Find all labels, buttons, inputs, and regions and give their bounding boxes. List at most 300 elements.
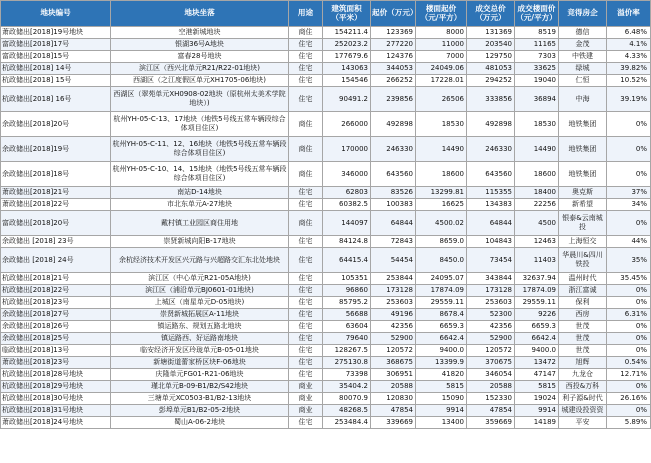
cell-premium: 0%	[607, 112, 651, 137]
cell-use: 商业	[289, 405, 323, 417]
cell-start-price: 20588	[371, 381, 416, 393]
cell-premium: 0%	[607, 381, 651, 393]
cell-premium: 0%	[607, 405, 651, 417]
header-floor-deal[interactable]: 成交楼面价（元/平方）	[515, 1, 559, 27]
cell-use: 住宅	[289, 39, 323, 51]
cell-floor-start: 17874.09	[416, 285, 467, 297]
cell-floor-deal: 5815	[515, 381, 559, 393]
cell-floor-deal: 8519	[515, 27, 559, 39]
cell-floor-deal: 7303	[515, 51, 559, 63]
cell-start-price: 239856	[371, 87, 416, 112]
cell-use: 商住	[289, 162, 323, 187]
cell-buyer: 九龙仓	[559, 369, 607, 381]
cell-use: 住宅	[289, 321, 323, 333]
cell-floor-start: 41820	[416, 369, 467, 381]
cell-buyer: 利子源&时代	[559, 393, 607, 405]
cell-total-price: 120572	[467, 345, 515, 357]
cell-buyer: 保利	[559, 297, 607, 309]
cell-location: 银湖36号A地块	[111, 39, 289, 51]
cell-area: 266000	[323, 112, 371, 137]
cell-use: 住宅	[289, 345, 323, 357]
cell-buyer: 旭辉	[559, 357, 607, 369]
cell-floor-deal: 18400	[515, 187, 559, 199]
table-row[interactable]	[1, 51, 651, 63]
cell-code: 杭政储出[2018] 15号	[1, 75, 111, 87]
cell-start-price: 253844	[371, 273, 416, 285]
cell-buyer: 中海	[559, 87, 607, 112]
cell-premium: 0%	[607, 137, 651, 162]
cell-location: 新塘街道蕾家桥区块F-06地块	[111, 357, 289, 369]
table-row[interactable]	[1, 63, 651, 75]
cell-code: 萧政储出[2018]21号	[1, 187, 111, 199]
header-total-price[interactable]: 成交总价（万元）	[467, 1, 515, 27]
cell-premium: 6.48%	[607, 27, 651, 39]
cell-use: 住宅	[289, 309, 323, 321]
cell-floor-deal: 18530	[515, 112, 559, 137]
table-row[interactable]	[1, 39, 651, 51]
cell-start-price: 492898	[371, 112, 416, 137]
cell-floor-start: 26506	[416, 87, 467, 112]
cell-premium: 12.71%	[607, 369, 651, 381]
table-row[interactable]	[1, 211, 651, 236]
cell-premium: 34%	[607, 199, 651, 211]
cell-start-price: 47854	[371, 405, 416, 417]
table-row[interactable]	[1, 112, 651, 137]
cell-floor-start: 8000	[416, 27, 467, 39]
cell-buyer: 华晨川&四川铁投	[559, 248, 607, 273]
cell-floor-start: 15090	[416, 393, 467, 405]
cell-premium: 37%	[607, 187, 651, 199]
cell-location: 庆隆单元FG01-R21-06地块	[111, 369, 289, 381]
cell-start-price: 83526	[371, 187, 416, 199]
cell-buyer: 金茂	[559, 39, 607, 51]
cell-buyer: 上海恒交	[559, 236, 607, 248]
cell-buyer: 新希望	[559, 199, 607, 211]
cell-premium: 0.54%	[607, 357, 651, 369]
cell-area: 177679.6	[323, 51, 371, 63]
cell-area: 64415.4	[323, 248, 371, 273]
cell-area: 84124.8	[323, 236, 371, 248]
cell-area: 62803	[323, 187, 371, 199]
cell-total-price: 246330	[467, 137, 515, 162]
cell-buyer: 城建设投资资	[559, 405, 607, 417]
cell-code: 杭政储出[2018]21号	[1, 273, 111, 285]
cell-area: 63604	[323, 321, 371, 333]
cell-floor-deal: 19024	[515, 393, 559, 405]
cell-premium: 26.16%	[607, 393, 651, 405]
cell-area: 85795.2	[323, 297, 371, 309]
cell-start-price: 253603	[371, 297, 416, 309]
table-row[interactable]	[1, 345, 651, 357]
cell-total-price: 20588	[467, 381, 515, 393]
cell-total-price: 52900	[467, 333, 515, 345]
cell-buyer: 世茂	[559, 321, 607, 333]
cell-start-price: 120830	[371, 393, 416, 405]
cell-code: 萧政储出[2018]19号地块	[1, 27, 111, 39]
cell-use: 住宅	[289, 63, 323, 75]
table-row[interactable]	[1, 321, 651, 333]
cell-floor-deal: 17874.09	[515, 285, 559, 297]
cell-area: 128267.5	[323, 345, 371, 357]
cell-start-price: 339669	[371, 417, 416, 429]
cell-area: 96860	[323, 285, 371, 297]
cell-premium: 5.89%	[607, 417, 651, 429]
cell-total-price: 346054	[467, 369, 515, 381]
cell-floor-deal: 6659.3	[515, 321, 559, 333]
cell-code: 杭政储出[2018] 16号	[1, 87, 111, 112]
cell-location: 市北东单元A-27地块	[111, 199, 289, 211]
cell-code: 富政储出[2018]20号	[1, 211, 111, 236]
cell-use: 商业	[289, 381, 323, 393]
cell-location: 上城区（南星单元D-05地块)	[111, 297, 289, 309]
table-row[interactable]	[1, 405, 651, 417]
cell-total-price: 134383	[467, 199, 515, 211]
cell-code: 杭政储出[2018]30号地块	[1, 393, 111, 405]
header-buyer[interactable]: 竞得房企	[559, 1, 607, 27]
cell-code: 杭政储出[2018]23号	[1, 297, 111, 309]
table-row[interactable]	[1, 417, 651, 429]
cell-floor-start: 8450.0	[416, 248, 467, 273]
cell-total-price: 152330	[467, 393, 515, 405]
cell-total-price: 253603	[467, 297, 515, 309]
cell-start-price: 100383	[371, 199, 416, 211]
cell-use: 商住	[289, 137, 323, 162]
cell-location: 崇贤新城向阳B-17地块	[111, 236, 289, 248]
table-row[interactable]	[1, 236, 651, 248]
cell-floor-start: 24095.07	[416, 273, 467, 285]
cell-code: 余政储出[2018]18号	[1, 162, 111, 187]
cell-total-price: 131369	[467, 27, 515, 39]
cell-total-price: 73454	[467, 248, 515, 273]
cell-total-price: 64844	[467, 211, 515, 236]
cell-location: 崇贤新城拓展区A-11地块	[111, 309, 289, 321]
cell-start-price: 266252	[371, 75, 416, 87]
cell-floor-deal: 32637.94	[515, 273, 559, 285]
cell-location: 戴村镇工业园区商住用地	[111, 211, 289, 236]
cell-area: 253484.4	[323, 417, 371, 429]
cell-use: 住宅	[289, 297, 323, 309]
cell-use: 住宅	[289, 187, 323, 199]
table-row[interactable]	[1, 285, 651, 297]
cell-use: 商住	[289, 27, 323, 39]
cell-buyer: 温州时代	[559, 273, 607, 285]
cell-location: 余杭经济技术开发区兴元路与兴超路交汇东北处地块	[111, 248, 289, 273]
cell-area: 275130.8	[323, 357, 371, 369]
cell-start-price: 42356	[371, 321, 416, 333]
cell-area: 80070.9	[323, 393, 371, 405]
cell-premium: 6.31%	[607, 309, 651, 321]
cell-use: 住宅	[289, 417, 323, 429]
cell-premium: 4.33%	[607, 51, 651, 63]
cell-premium: 0%	[607, 211, 651, 236]
cell-floor-deal: 11403	[515, 248, 559, 273]
cell-floor-deal: 4500	[515, 211, 559, 236]
cell-floor-deal: 12463	[515, 236, 559, 248]
cell-start-price: 277220	[371, 39, 416, 51]
cell-premium: 10.52%	[607, 75, 651, 87]
cell-total-price: 104843	[467, 236, 515, 248]
cell-area: 79640	[323, 333, 371, 345]
cell-location: 杭州YH-05-C-13、17地块（地铁5号线五常车辆段综合体项目住区)	[111, 112, 289, 137]
cell-buyer: 地铁集团	[559, 162, 607, 187]
cell-floor-start: 8678.4	[416, 309, 467, 321]
cell-floor-deal: 9400.0	[515, 345, 559, 357]
cell-buyer: 德信	[559, 27, 607, 39]
cell-premium: 0%	[607, 333, 651, 345]
cell-total-price: 481053	[467, 63, 515, 75]
cell-code: 杭政储出[2018]29号地块	[1, 381, 111, 393]
cell-floor-start: 4500.02	[416, 211, 467, 236]
cell-total-price: 333856	[467, 87, 515, 112]
cell-use: 住宅	[289, 51, 323, 63]
cell-start-price: 64844	[371, 211, 416, 236]
cell-floor-start: 18600	[416, 162, 467, 187]
cell-total-price: 343844	[467, 273, 515, 285]
cell-total-price: 203540	[467, 39, 515, 51]
table-row[interactable]	[1, 333, 651, 345]
cell-floor-start: 29559.11	[416, 297, 467, 309]
cell-use: 住宅	[289, 199, 323, 211]
table-row[interactable]	[1, 248, 651, 273]
cell-area: 252023.2	[323, 39, 371, 51]
cell-total-price: 370675	[467, 357, 515, 369]
cell-premium: 0%	[607, 162, 651, 187]
table-row[interactable]	[1, 137, 651, 162]
cell-floor-deal: 29559.11	[515, 297, 559, 309]
cell-total-price: 359669	[467, 417, 515, 429]
cell-floor-deal: 14490	[515, 137, 559, 162]
cell-start-price: 306951	[371, 369, 416, 381]
table-row[interactable]	[1, 87, 651, 112]
header-start-price[interactable]: 起价（万元）	[371, 1, 416, 27]
header-code[interactable]: 地块编号	[1, 1, 111, 27]
cell-use: 商住	[289, 112, 323, 137]
cell-total-price: 42356	[467, 321, 515, 333]
cell-premium: 35%	[607, 248, 651, 273]
cell-floor-deal: 9226	[515, 309, 559, 321]
cell-area: 35404.2	[323, 381, 371, 393]
cell-floor-start: 11000	[416, 39, 467, 51]
cell-buyer: 西房	[559, 309, 607, 321]
cell-area: 154546	[323, 75, 371, 87]
cell-location: 镇运路东、规划五路北地块	[111, 321, 289, 333]
cell-buyer: 地铁集团	[559, 137, 607, 162]
cell-premium: 0%	[607, 321, 651, 333]
cell-total-price: 52300	[467, 309, 515, 321]
cell-floor-deal: 36894	[515, 87, 559, 112]
cell-premium: 39.82%	[607, 63, 651, 75]
table-body	[1, 27, 651, 429]
header-premium[interactable]: 溢价率	[607, 1, 651, 27]
cell-start-price: 49196	[371, 309, 416, 321]
cell-buyer: 奥克斯	[559, 187, 607, 199]
cell-area: 154211.4	[323, 27, 371, 39]
cell-use: 商业	[289, 393, 323, 405]
table-row[interactable]	[1, 393, 651, 405]
cell-floor-deal: 6642.4	[515, 333, 559, 345]
cell-location: 滨江区（中心单元R21-05A地块)	[111, 273, 289, 285]
cell-code: 杭政储出[2018] 14号	[1, 63, 111, 75]
cell-start-price: 368675	[371, 357, 416, 369]
cell-start-price: 124376	[371, 51, 416, 63]
header-area[interactable]: 建筑面积（平米）	[323, 1, 371, 27]
cell-area: 73398	[323, 369, 371, 381]
cell-buyer: 世茂	[559, 345, 607, 357]
cell-floor-start: 6659.3	[416, 321, 467, 333]
cell-location: 镇运路西、好运路南地块	[111, 333, 289, 345]
cell-floor-deal: 9914	[515, 405, 559, 417]
cell-premium: 44%	[607, 236, 651, 248]
cell-code: 富政储出[2018]17号	[1, 39, 111, 51]
cell-area: 56688	[323, 309, 371, 321]
cell-use: 住宅	[289, 333, 323, 345]
table-row[interactable]	[1, 357, 651, 369]
cell-floor-start: 14490	[416, 137, 467, 162]
cell-premium: 35.45%	[607, 273, 651, 285]
cell-code: 余政储出[2018]19号	[1, 137, 111, 162]
cell-area: 143063	[323, 63, 371, 75]
table-row[interactable]	[1, 162, 651, 187]
cell-location: 西湖区（之江度假区单元XH1705-06地块)	[111, 75, 289, 87]
header-use[interactable]: 用途	[289, 1, 323, 27]
cell-code: 杭政储出[2018]28号地块	[1, 369, 111, 381]
cell-start-price: 54454	[371, 248, 416, 273]
cell-code: 临政储出[2018]13号	[1, 345, 111, 357]
cell-location: 三塘单元XC0503-B1/B2-13地块	[111, 393, 289, 405]
cell-premium: 0%	[607, 345, 651, 357]
cell-floor-start: 13299.81	[416, 187, 467, 199]
cell-area: 346000	[323, 162, 371, 187]
cell-buyer: 浙江富诚	[559, 285, 607, 297]
cell-code: 余政储出[2018]25号	[1, 333, 111, 345]
cell-location: 空港新城地块	[111, 27, 289, 39]
cell-location: 杭州YH-05-C-11、12、16地块（地铁5号线五常车辆段综合体项目住区)	[111, 137, 289, 162]
cell-location: 富春28号地块	[111, 51, 289, 63]
cell-total-price: 129750	[467, 51, 515, 63]
cell-area: 90491.2	[323, 87, 371, 112]
cell-premium: 0%	[607, 297, 651, 309]
cell-floor-deal: 33625	[515, 63, 559, 75]
table-row[interactable]	[1, 273, 651, 285]
cell-area: 105351	[323, 273, 371, 285]
cell-use: 住宅	[289, 285, 323, 297]
cell-floor-start: 7000	[416, 51, 467, 63]
cell-code: 富政储出[2018]15号	[1, 51, 111, 63]
cell-location: 临安经济开发区玲珑单元B-05-01地块	[111, 345, 289, 357]
cell-use: 住宅	[289, 369, 323, 381]
cell-floor-deal: 14189	[515, 417, 559, 429]
table-row[interactable]	[1, 199, 651, 211]
cell-floor-deal: 47147	[515, 369, 559, 381]
cell-buyer: 平安	[559, 417, 607, 429]
cell-floor-start: 9400.0	[416, 345, 467, 357]
cell-buyer: 中铁建	[559, 51, 607, 63]
cell-start-price: 123369	[371, 27, 416, 39]
cell-code: 萧政储出[2018]22号	[1, 199, 111, 211]
header-row	[1, 1, 651, 27]
cell-location: 滨江区（浦沿单元BJ0601-01地块)	[111, 285, 289, 297]
cell-premium: 4.1%	[607, 39, 651, 51]
cell-code: 杭政储出[2018]31号地块	[1, 405, 111, 417]
cell-premium: 0%	[607, 285, 651, 297]
cell-buyer: 仁恒	[559, 75, 607, 87]
cell-use: 住宅	[289, 236, 323, 248]
header-floor-start[interactable]: 楼面起价（元/平方）	[416, 1, 467, 27]
table-row[interactable]	[1, 297, 651, 309]
cell-use: 住宅	[289, 357, 323, 369]
cell-total-price: 173128	[467, 285, 515, 297]
cell-location: 蜀山A-06-2地块	[111, 417, 289, 429]
cell-floor-start: 5815	[416, 381, 467, 393]
table-row[interactable]	[1, 75, 651, 87]
cell-start-price: 246330	[371, 137, 416, 162]
cell-buyer: 世茂	[559, 333, 607, 345]
cell-location: 西湖区（翠苑单元XH0908-02地块（原杭州太美术学院地块）)	[111, 87, 289, 112]
cell-use: 住宅	[289, 87, 323, 112]
cell-buyer: 地铁集团	[559, 112, 607, 137]
cell-total-price: 492898	[467, 112, 515, 137]
cell-total-price: 115355	[467, 187, 515, 199]
cell-floor-start: 6642.4	[416, 333, 467, 345]
cell-code: 余政储出 [2018] 23号	[1, 236, 111, 248]
cell-floor-deal: 19040	[515, 75, 559, 87]
cell-location: 瑾北单元B-09-B1/B2/S42地块	[111, 381, 289, 393]
cell-premium: 39.19%	[607, 87, 651, 112]
cell-floor-start: 16625	[416, 199, 467, 211]
cell-start-price: 344053	[371, 63, 416, 75]
cell-code: 余政储出[2018]26号	[1, 321, 111, 333]
cell-use: 住宅	[289, 75, 323, 87]
cell-total-price: 294252	[467, 75, 515, 87]
cell-code: 萧政储出[2018]23号	[1, 357, 111, 369]
cell-use: 住宅	[289, 273, 323, 285]
cell-start-price: 173128	[371, 285, 416, 297]
cell-start-price: 72843	[371, 236, 416, 248]
cell-area: 144097	[323, 211, 371, 236]
cell-floor-deal: 18600	[515, 162, 559, 187]
cell-location: 彭埠单元B1/B2-05-2地块	[111, 405, 289, 417]
cell-floor-deal: 22256	[515, 199, 559, 211]
table-row[interactable]	[1, 27, 651, 39]
cell-location: 南站D-14地块	[111, 187, 289, 199]
cell-area: 170000	[323, 137, 371, 162]
table-row[interactable]	[1, 309, 651, 321]
table-row[interactable]	[1, 381, 651, 393]
cell-floor-start: 13399.9	[416, 357, 467, 369]
cell-floor-start: 8659.0	[416, 236, 467, 248]
cell-code: 萧政储出[2018]24号地块	[1, 417, 111, 429]
cell-code: 余政储出 [2018] 24号	[1, 248, 111, 273]
table-row[interactable]	[1, 369, 651, 381]
cell-floor-start: 13400	[416, 417, 467, 429]
header-location[interactable]: 地块坐落	[111, 1, 289, 27]
cell-buyer: 西投&万科	[559, 381, 607, 393]
cell-area: 60382.5	[323, 199, 371, 211]
cell-floor-start: 17228.01	[416, 75, 467, 87]
cell-buyer: 银泰&云南城投	[559, 211, 607, 236]
cell-buyer: 绿城	[559, 63, 607, 75]
cell-area: 48268.5	[323, 405, 371, 417]
cell-floor-deal: 11165	[515, 39, 559, 51]
cell-use: 住宅	[289, 248, 323, 273]
cell-start-price: 120572	[371, 345, 416, 357]
cell-floor-deal: 13472	[515, 357, 559, 369]
cell-total-price: 643560	[467, 162, 515, 187]
cell-floor-start: 24049.06	[416, 63, 467, 75]
table-row[interactable]	[1, 187, 651, 199]
cell-start-price: 52900	[371, 333, 416, 345]
cell-code: 余政储出[2018]20号	[1, 112, 111, 137]
